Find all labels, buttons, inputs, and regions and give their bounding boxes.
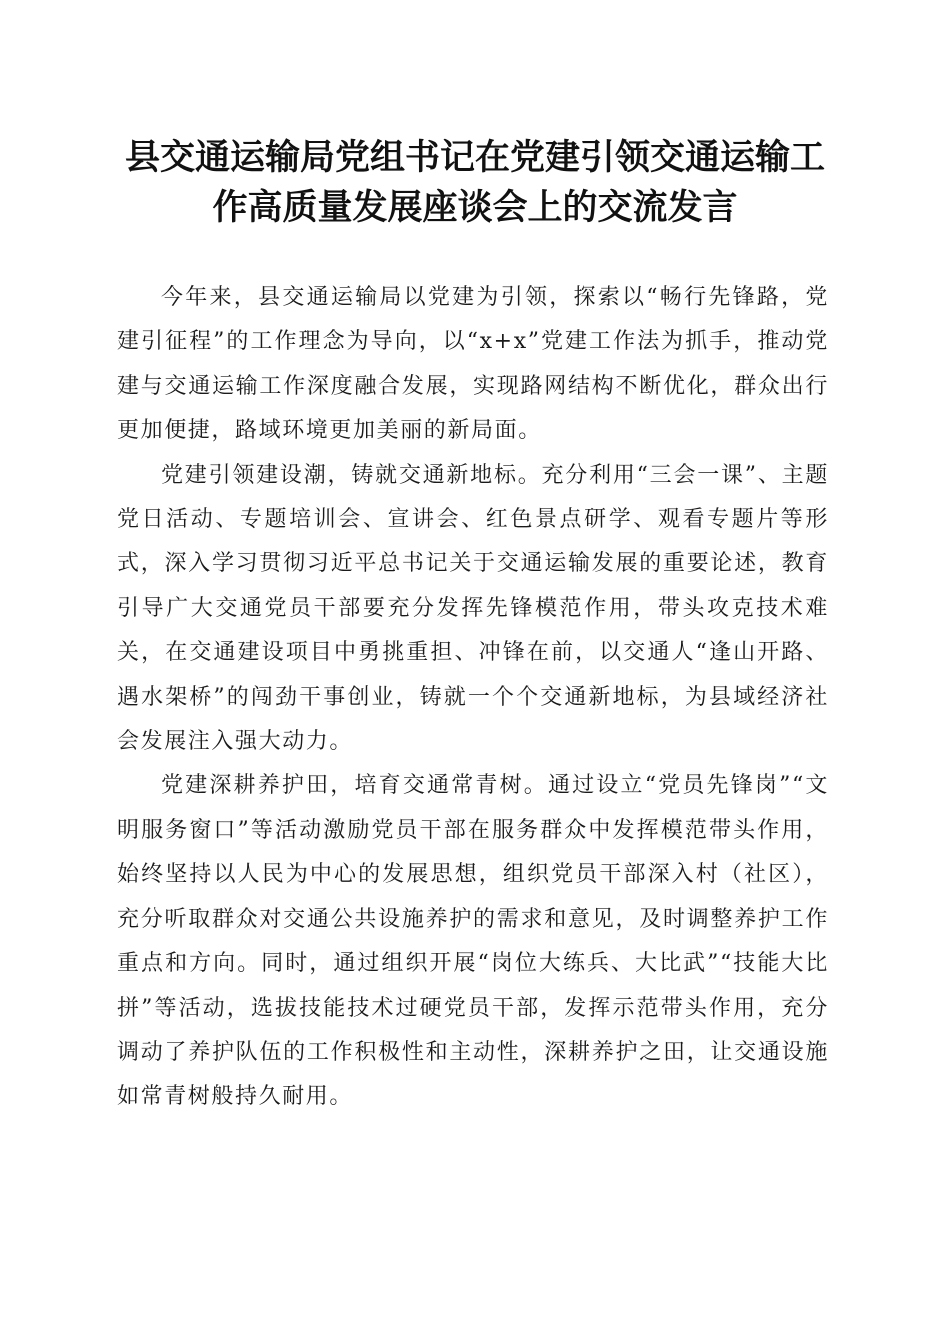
title-line-2: 作高质量发展座谈会上的交流发言	[212, 187, 738, 228]
document-body	[117, 276, 829, 1120]
paragraph-intro: 今年来，县交通运输局以党建为引领，探索以“畅行先锋路，党建引征程”的工作理念为导向，以“x+x”党建工作法为抓手，推动党建与交通运输工作深度融合发展，实现路网结构不断优化，群众出行更加便捷，路域环境更加美丽的新局面。	[117, 285, 829, 444]
title-line-1: 县交通运输局党组书记在党建引领交通运输工	[124, 137, 825, 178]
paragraph-maintenance: 党建深耕养护田，培育交通常青树。通过设立“党员先锋岗”“文明服务窗口”等活动激励党员干部在服务群众中发挥模范带头作用，始终坚持以人民为中心的发展思想，组织党员干部深入村（社区），充分听取群众对交通公共设施养护的需求和意见，及时调整养护工作重点和方向。同时，通过组织开展“岗位大练兵、大比武”“技能大比拼”等活动，选拔技能技术过硬党员干部，发挥示范带头作用，充分调动了养护队伍的工作积极性和主动性，深耕养护之田，让交通设施如常青树般持久耐用。	[117, 773, 829, 1110]
document-title	[100, 133, 850, 233]
paragraph-construction: 党建引领建设潮，铸就交通新地标。充分利用“三会一课”、主题党日活动、专题培训会、宣讲会、红色景点研学、观看专题片等形式，深入学习贯彻习近平总书记关于交通运输发展的重要论述，教育引导广大交通党员干部要充分发挥先锋模范作用，带头攻克技术难关，在交通建设项目中勇挑重担、冲锋在前，以交通人“逢山开路、遇水架桥”的闯劲干事创业，铸就一个个交通新地标，为县域经济社会发展注入强大动力。	[117, 462, 829, 755]
